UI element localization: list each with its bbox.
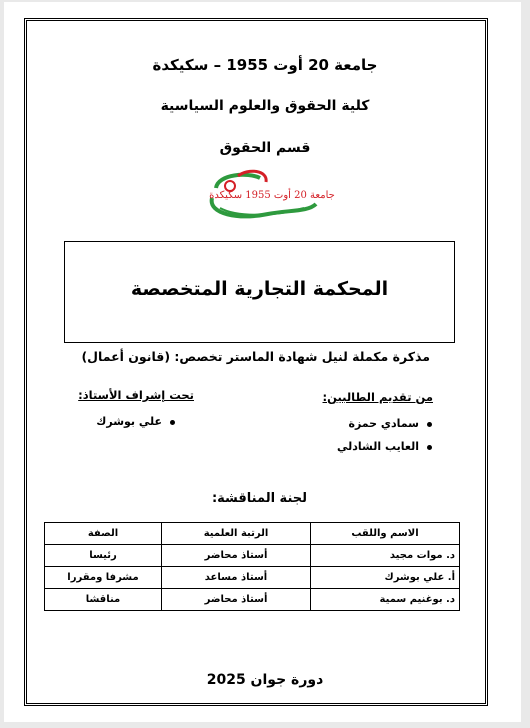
- student-item: سمادي حمزة: [348, 417, 432, 430]
- jury-name: أ. علي بوشرك: [311, 567, 460, 589]
- jury-name: د. موات مجيد: [311, 545, 460, 567]
- jury-table: [44, 522, 460, 611]
- jury-name: د. بوغنيم سمية: [311, 589, 460, 611]
- session-date: دورة جوان 2025: [206, 672, 324, 688]
- jury-label: لجنة المناقشة:: [211, 491, 307, 506]
- jury-role: مشرفا ومقررا: [45, 567, 162, 589]
- jury-rank: أستاذ محاضر: [162, 545, 311, 567]
- jury-rank: أستاذ مساعد: [162, 567, 311, 589]
- department-name: قسم الحقوق: [219, 140, 311, 156]
- table-row: [45, 545, 460, 567]
- header-cell: الرتبة العلمية: [162, 523, 311, 545]
- student-item: العايب الشادلي: [337, 440, 432, 453]
- header-cell: الاسم واللقب: [311, 523, 460, 545]
- jury-rank: أستاذ محاضر: [162, 589, 311, 611]
- table-header-row: [45, 523, 460, 545]
- header-cell: الصفة: [45, 523, 162, 545]
- table-row: [45, 589, 460, 611]
- faculty-name: كلية الحقوق والعلوم السياسية: [160, 98, 370, 114]
- university-logo: [208, 168, 335, 220]
- table-row: [45, 567, 460, 589]
- memo-description: مذكرة مكملة لنيل شهادة الماستر تخصص: (قانون أعمال): [81, 349, 430, 364]
- bullet-icon: [170, 420, 175, 425]
- students-label: من تقديم الطالبين:: [322, 390, 433, 404]
- jury-role: مناقشا: [45, 589, 162, 611]
- supervisor-item: علي بوشرك: [96, 415, 175, 428]
- thesis-title: المحكمة التجارية المتخصصة: [130, 278, 389, 300]
- bullet-icon: [427, 422, 432, 427]
- university-name: جامعة 20 أوت 1955 – سكيكدة: [152, 56, 378, 74]
- jury-role: رئيسا: [45, 545, 162, 567]
- supervisor-label: تحت إشراف الأستاذ:: [78, 388, 194, 402]
- logo-text: جامعة 20 أوت 1955 سكيكدة: [209, 190, 335, 201]
- bullet-icon: [427, 445, 432, 450]
